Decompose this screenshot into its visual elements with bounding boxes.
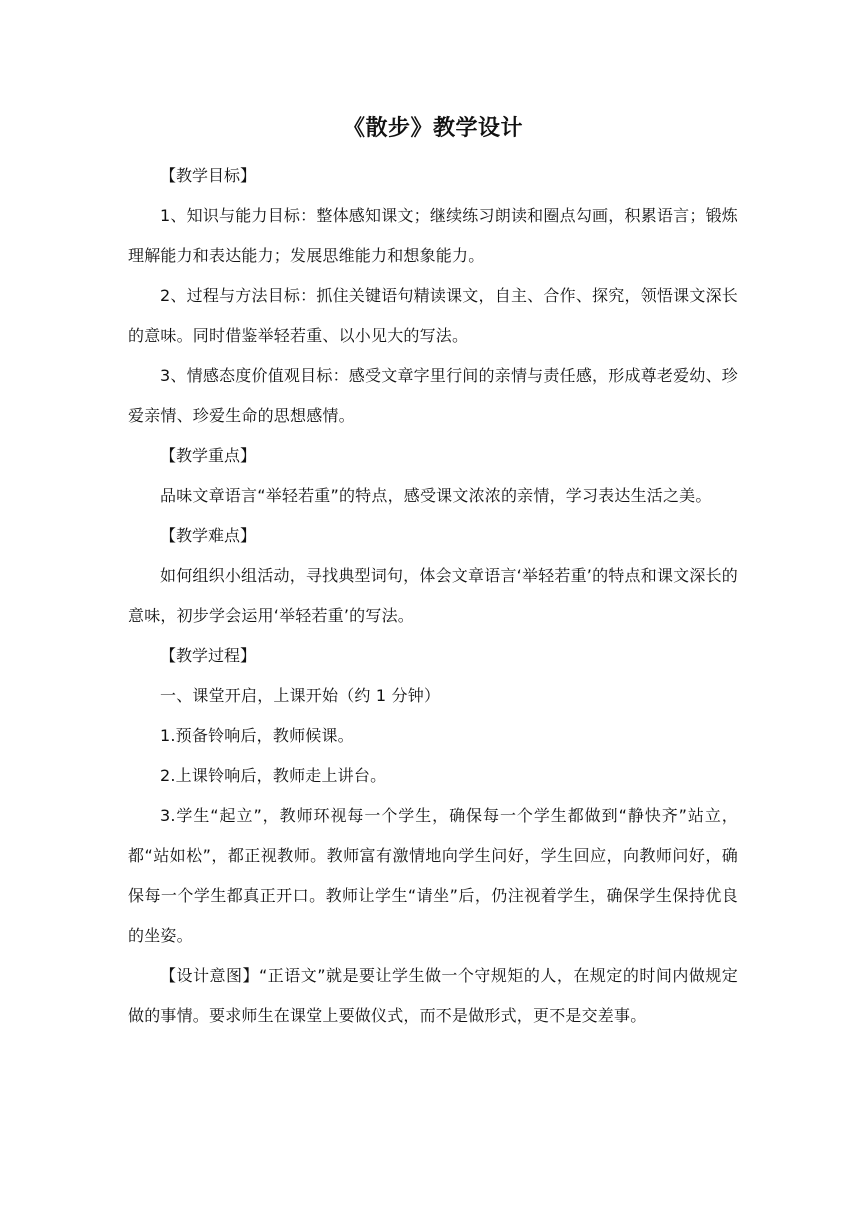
- heading-key-points: 【教学重点】: [160, 446, 257, 465]
- process-item-2: 2.上课铃响后，教师走上讲台。: [160, 766, 387, 785]
- process-step-1: 一、课堂开启，上课开始（约 1 分钟）: [160, 686, 441, 705]
- objective-emotion-values: 3、情感态度价值观目标：感受文章字里行间的亲情与责任感，形成尊老爱幼、珍爱亲情、珍爱生命的思想感情。: [128, 366, 738, 425]
- process-item-1: 1.预备铃响后，教师候课。: [160, 726, 354, 745]
- document-title: 《散步》教学设计: [342, 116, 523, 141]
- heading-teaching-objectives: 【教学目标】: [160, 166, 257, 185]
- objective-process-method: 2、过程与方法目标：抓住关键语句精读课文，自主、合作、探究，领悟课文深长的意味。同时借鉴举轻若重、以小见大的写法。: [128, 286, 738, 345]
- design-intent-text: 【设计意图】“正语文”就是要让学生做一个守规矩的人，在规定的时间内做规定做的事情。要求师生在课堂上要做仪式，而不是做形式，更不是交差事。: [128, 966, 738, 1025]
- process-item-3: 3.学生“起立”，教师环视每一个学生，确保每一个学生都做到“静快齐”站立，都“站如松”，都正视教师。教师富有激情地向学生问好，学生回应，向教师问好，确保每一个学生都真正开口。教师让学生“请坐”后，仍注视着学生，确保学生保持优良的坐姿。: [128, 806, 738, 945]
- heading-teaching-process: 【教学过程】: [160, 646, 257, 665]
- document-body: [128, 112, 738, 1036]
- difficulties-text: 如何组织小组活动，寻找典型词句，体会文章语言‘举轻若重’的特点和课文深长的意味，初步学会运用‘举轻若重’的写法。: [128, 566, 738, 625]
- objective-knowledge-ability: 1、知识与能力目标：整体感知课文；继续练习朗读和圈点勾画，积累语言；锻炼理解能力和表达能力；发展思维能力和想象能力。: [128, 206, 738, 265]
- key-points-text: 品味文章语言“举轻若重”的特点，感受课文浓浓的亲情，学习表达生活之美。: [160, 486, 712, 505]
- heading-difficulties: 【教学难点】: [160, 526, 257, 545]
